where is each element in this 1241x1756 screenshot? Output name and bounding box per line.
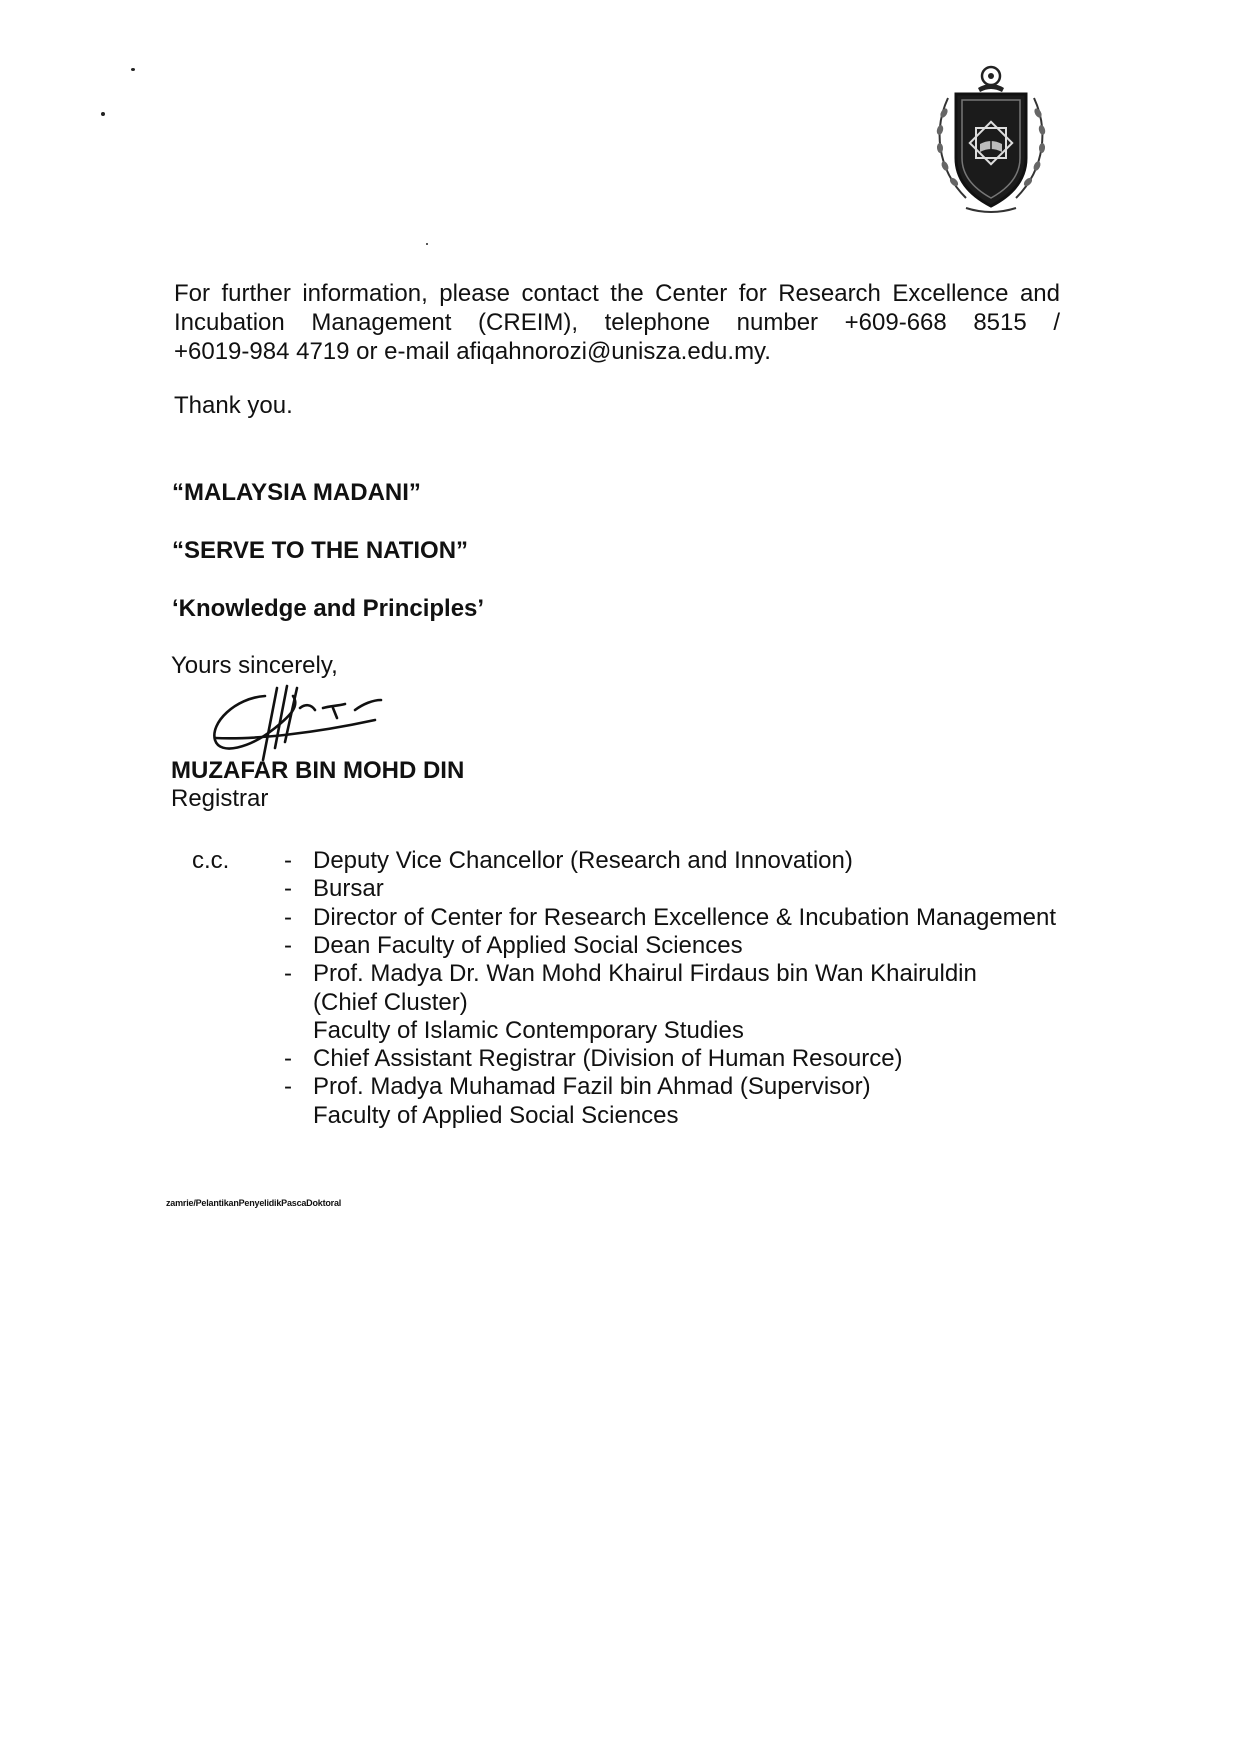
thanks-text: Thank you. (174, 392, 293, 419)
cc-item: Dean Faculty of Applied Social Sciences (313, 932, 743, 959)
cc-item: Director of Center for Research Excellence & Incubation Management (313, 904, 1057, 931)
cc-item-dash: - (284, 960, 292, 987)
university-crest-logo (926, 58, 1056, 218)
slogan-malaysia-madani: “MALAYSIA MADANI” (172, 479, 421, 506)
cc-item-dash: - (284, 1073, 292, 1100)
closing-text: Yours sincerely, (171, 652, 338, 679)
slogan-knowledge-principles: ‘Knowledge and Principles’ (172, 595, 485, 622)
signatory-name: MUZAFAR BIN MOHD DIN (171, 757, 465, 784)
signatory-title: Registrar (171, 785, 269, 812)
slogan-serve-nation: “SERVE TO THE NATION” (172, 537, 469, 564)
cc-item: Bursar (313, 875, 384, 902)
paragraph-line: Incubation Management (CREIM), telephone number +609-668 8515 / (174, 309, 1060, 336)
cc-item: Chief Assistant Registrar (Division of Human Resource) (313, 1045, 903, 1072)
paragraph-line: +6019-984 4719 or e-mail afiqahnorozi@unisza.edu.my. (174, 338, 771, 365)
cc-item: Faculty of Applied Social Sciences (313, 1102, 679, 1129)
cc-item: Faculty of Islamic Contemporary Studies (313, 1017, 744, 1044)
paragraph-line: For further information, please contact the Center for Research Excellence and (174, 280, 1060, 307)
cc-label: c.c. (192, 847, 230, 874)
cc-item: Prof. Madya Dr. Wan Mohd Khairul Firdaus bin Wan Khairuldin (313, 960, 977, 987)
cc-item-dash: - (284, 932, 292, 959)
contact-paragraph (174, 279, 1060, 366)
handwritten-signature (205, 678, 395, 768)
cc-item-dash: - (284, 904, 292, 931)
scan-speck (426, 243, 428, 245)
cc-item-dash: - (284, 875, 292, 902)
file-reference: zamrie/PelantikanPenyelidikPascaDoktoral (166, 1198, 342, 1208)
cc-item-dash: - (284, 1045, 292, 1072)
cc-item: Prof. Madya Muhamad Fazil bin Ahmad (Supervisor) (313, 1073, 871, 1100)
cc-item: (Chief Cluster) (313, 989, 468, 1016)
scan-speck (131, 68, 135, 71)
scan-speck (101, 112, 105, 116)
cc-item-dash: - (284, 847, 292, 874)
cc-item: Deputy Vice Chancellor (Research and Innovation) (313, 847, 853, 874)
